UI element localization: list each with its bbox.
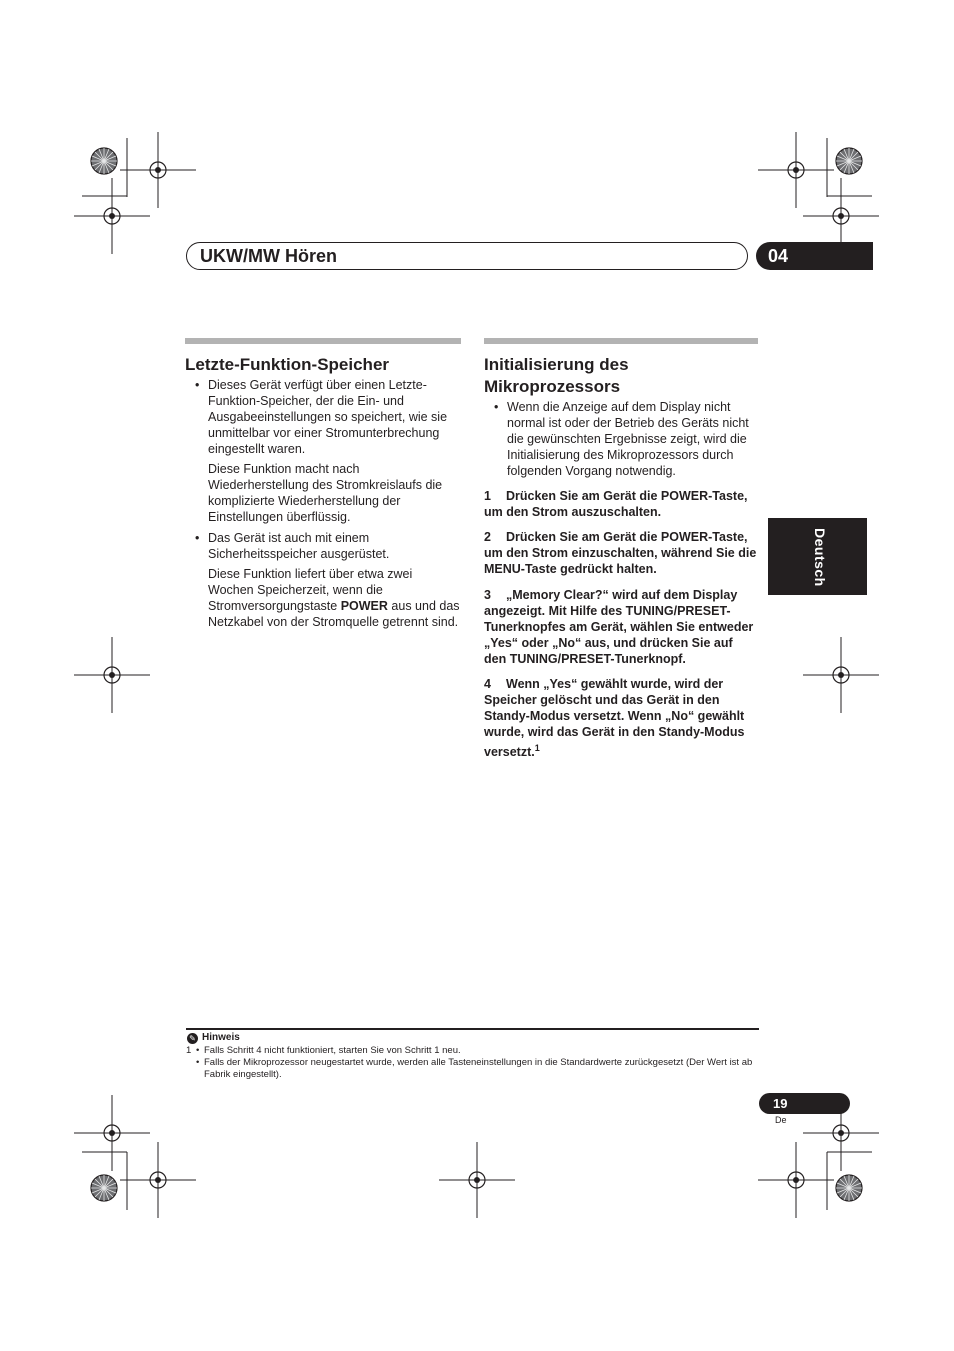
power-label: POWER — [340, 599, 388, 613]
step-item: 3 „Memory Clear?“ wird auf dem Display angezeigt. Mit Hilfe des TUNING/PRESET-Tunerknopfes am Gerät, wählen Sie entweder „Yes“ oder „No“ aus, und drücken Sie auf den TUNING/PRESET-Tunerknopf. — [484, 588, 754, 666]
step-item: 4 Wenn „Yes“ gewählt wurde, wird der Speicher gelöscht und das Gerät in den Standy-Modus versetzt. Wenn „No“ gewählt wurde, wird das Gerät in den Standy-Modus versetzt.$^1$ — [484, 677, 745, 760]
step-item: 2 Drücken Sie am Gerät die POWER-Taste, um den Strom einzuschalten, während Sie die MENU-Taste gedrückt halten. — [484, 530, 757, 576]
section-heading: Letzte-Funktion-Speicher — [185, 355, 390, 374]
bullet-item: • Wenn die Anzeige auf dem Display nicht normal ist oder der Betrieb des Geräts nicht die gewünschten Ergebnisse zeigt, wird die Initialisierung des Mikroprozessors durch folgenden Vorgang notwendig. — [484, 399, 758, 479]
section-rule — [185, 338, 461, 344]
section-rule — [484, 338, 758, 344]
section-heading: Initialisierung des Mikroprozessors — [484, 355, 629, 396]
note-pencil-icon: ✎ — [187, 1033, 198, 1044]
bullet-item: • Das Gerät ist auch mit einem Sicherheitsspeicher ausgerüstet. — [185, 530, 461, 562]
language-tab-label: Deutsch — [812, 528, 828, 587]
footnote-index: 1 — [186, 1045, 192, 1056]
section-last-function-memory — [185, 338, 461, 630]
page-language-code: De — [775, 1115, 787, 1125]
language-tab — [768, 518, 867, 595]
footnote-item: • Falls Schritt 4 nicht funktioniert, starten Sie von Schritt 1 neu. — [196, 1045, 461, 1056]
step-item: 1 Drücken Sie am Gerät die POWER-Taste, um den Strom auszuschalten. — [484, 489, 748, 519]
paragraph: Diese Funktion liefert über etwa zwei Wochen Speicherzeit, wenn die Stromversorgungstaste POWER aus und das Netzkabel von der Stromquelle getrennt sind. — [208, 567, 460, 629]
paragraph: Diese Funktion macht nach Wiederherstellung des Stromkreislaufs die komplizierte Wiederherstellung der Einstellungen überflüssig. — [208, 462, 443, 524]
note-heading: Hinweis — [202, 1032, 240, 1043]
note-rule — [186, 1028, 759, 1030]
page-number: 19 — [759, 1093, 850, 1114]
footnote-item: • Falls der Mikroprozessor neugestartet wurde, werden alle Tasteneinstellungen in die Standardwerte zurückgesetzt (Der Wert ist ab Fabrik eingestellt). — [196, 1057, 753, 1080]
chapter-number: 04 — [756, 242, 873, 270]
page-title: UKW/MW Hören — [200, 246, 337, 266]
footnote-reference: 1 — [534, 743, 540, 753]
bullet-item: • Dieses Gerät verfügt über einen Letzte-Funktion-Speicher, der die Ein- und Ausgabeeinstellungen so speichert, wie sie unmittelbar vor einer Stromunterbrechung eingestellt waren. — [185, 377, 461, 457]
section-microprocessor-init — [484, 338, 758, 760]
